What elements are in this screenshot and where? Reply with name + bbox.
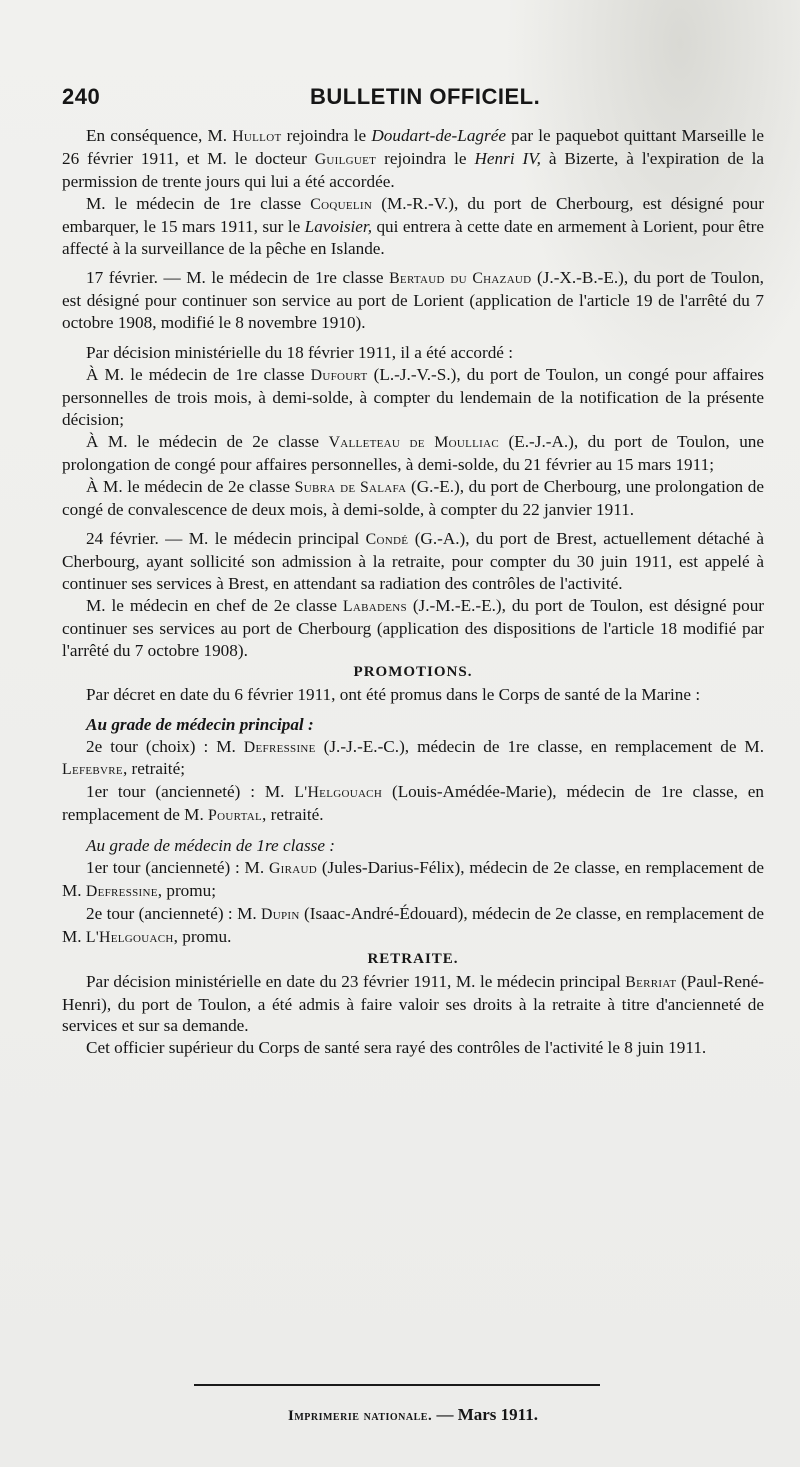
person-name: L'Helgouach (85, 928, 174, 946)
person-name: Lefebvre (62, 761, 123, 779)
ship-name: Lavoisier, (304, 216, 372, 236)
person-name: Hullot (232, 128, 282, 145)
page-title: BULLETIN OFFICIEL. (310, 84, 541, 109)
person-name: Dupin (261, 905, 300, 923)
paragraph-decision-18-fevrier: Par décision ministérielle du 18 février 1911, il a été accordé : (86, 343, 513, 363)
person-name: Bertaud du Chazaud (389, 270, 532, 288)
person-name: Berriat (625, 973, 677, 991)
promotion-entry-lhelgouach: 1er tour (ancienneté) : M. L'Helgouach (Louis-Amédée-Marie), médecin de 1re classe, en remplacement de M. Pourtal, retraité. (62, 782, 764, 825)
person-name: Giraud (268, 860, 318, 878)
promotion-entry-dupin: 2e tour (ancienneté) : M. Dupin (Isaac-André-Édouard), médecin de 2e classe, en remplacement de M. L'Helgouach, promu. (62, 903, 765, 946)
retraite-paragraph-berriat: Par décision ministérielle en date du 23 février 1911, M. le médecin principal Berriat (Paul-René-Henri), du port de Toulon, a été admis à faire valoir ses droits à la retraite à titre d'ancienneté de services et sur sa demande. (62, 971, 764, 1036)
paragraph-labadens: M. le médecin en chef de 2e classe Labadens (J.-M.-E.-E.), du port de Toulon, est désigné pour continuer ses services au port de Cherbourg (application des dispositions de l'article 18 modifié par l'arrêté du 7 octobre 1908). (62, 596, 765, 660)
footer-rule (194, 1384, 600, 1386)
paragraph-hullot: En conséquence, M. Hullot rejoindra le Doudart-de-Lagrée par le paquebot quittant Marseille le 26 février 1911, et M. le docteur Guilguet rejoindra le Henri IV, à Bizerte, à l'expiration de la permission de trente jours qui lui a été accordée. (62, 126, 765, 191)
person-name: Valleteau de Moulliac (328, 433, 500, 451)
person-name: Defressine (85, 883, 158, 900)
person-name: Coquelin (310, 195, 373, 213)
promotion-entry-defressine: 2e tour (choix) : M. Defressine (J.-J.-E.-C.), médecin de 1re classe, en remplacement de M. Lefebvre, retraité; (62, 736, 765, 779)
grade-heading-premiere-classe: Au grade de médecin de 1re classe : (86, 836, 335, 856)
promotions-intro: Par décret en date du 6 février 1911, ont été promus dans le Corps de santé de la Marine : (86, 684, 701, 704)
paragraph-conde: 24 février. — M. le médecin principal Condé (G.-A.), du port de Brest, actuellement détaché à Cherbourg, ayant sollicité son admission à la retraite, pour compter du 30 juin 1911, est appelé à continuer ses services à Brest, en attendant sa radiation des contrôles de l'activité. (62, 529, 765, 594)
promotion-entry-giraud: 1er tour (ancienneté) : M. Giraud (Jules-Darius-Félix), médecin de 2e classe, en remplacement de M. Defressine, promu; (62, 858, 764, 900)
print-date: — Mars 1911. (432, 1405, 538, 1424)
paragraph-bertaud: 17 février. — M. le médecin de 1re classe Bertaud du Chazaud (J.-X.-B.-E.), du port de Toulon, est désigné pour continuer son service au port de Lorient (application de l'article 19 de l'arrêté du 7 octobre 1908, modifié le 8 novembre 1910). (62, 268, 764, 333)
section-title-retraite: RETRAITE. (367, 950, 459, 967)
paragraph-dufourt: À M. le médecin de 1re classe Dufourt (L.-J.-V.-S.), du port de Toulon, un congé pour affaires personnelles de trois mois, à demi-solde, à compter du lendemain de la notification de la présente décision; (62, 365, 765, 429)
person-name: Subra de Salafa (294, 478, 407, 496)
person-name: Defressine (243, 738, 316, 756)
person-name: L'Helgouach (294, 784, 383, 802)
grade-heading-principal: Au grade de médecin principal : (86, 714, 314, 734)
section-title-promotions: PROMOTIONS. (353, 663, 473, 680)
person-name: Condé (365, 531, 409, 549)
printer-name: Imprimerie nationale. (288, 1408, 433, 1424)
person-name: Guilguet (314, 150, 377, 168)
person-name: Labadens (342, 598, 407, 616)
page-header (62, 84, 764, 124)
paragraph-valleteau: À M. le médecin de 2e classe Valleteau de Moulliac (E.-J.-A.), du port de Toulon, une prolongation de congé pour affaires personnelles, à demi-solde, du 21 février au 15 mars 1911; (62, 431, 765, 474)
ship-name: Henri IV, (474, 148, 541, 168)
paragraph-coquelin: M. le médecin de 1re classe Coquelin (M.-R.-V.), du port de Cherbourg, est désigné pour embarquer, le 15 mars 1911, sur le Lavoisier, qui entrera à cette date en armement à Lorient, pour être affecté à la surveillance de la pêche en Islande. (62, 193, 764, 258)
printer-imprint (62, 1405, 764, 1425)
retraite-paragraph-radiation: Cet officier supérieur du Corps de santé sera rayé des contrôles de l'activité le 8 juin 1911. (86, 1038, 707, 1058)
paragraph-subra: À M. le médecin de 2e classe Subra de Salafa (G.-E.), du port de Cherbourg, une prolongation de congé de convalescence de deux mois, à demi-solde, à compter du 22 janvier 1911. (62, 476, 765, 519)
ship-name: Doudart-de-Lagrée (371, 126, 506, 145)
person-name: Dufourt (310, 367, 368, 385)
page-body (62, 125, 764, 1059)
person-name: Pourtal (208, 807, 263, 825)
page-number: 240 (62, 84, 101, 109)
